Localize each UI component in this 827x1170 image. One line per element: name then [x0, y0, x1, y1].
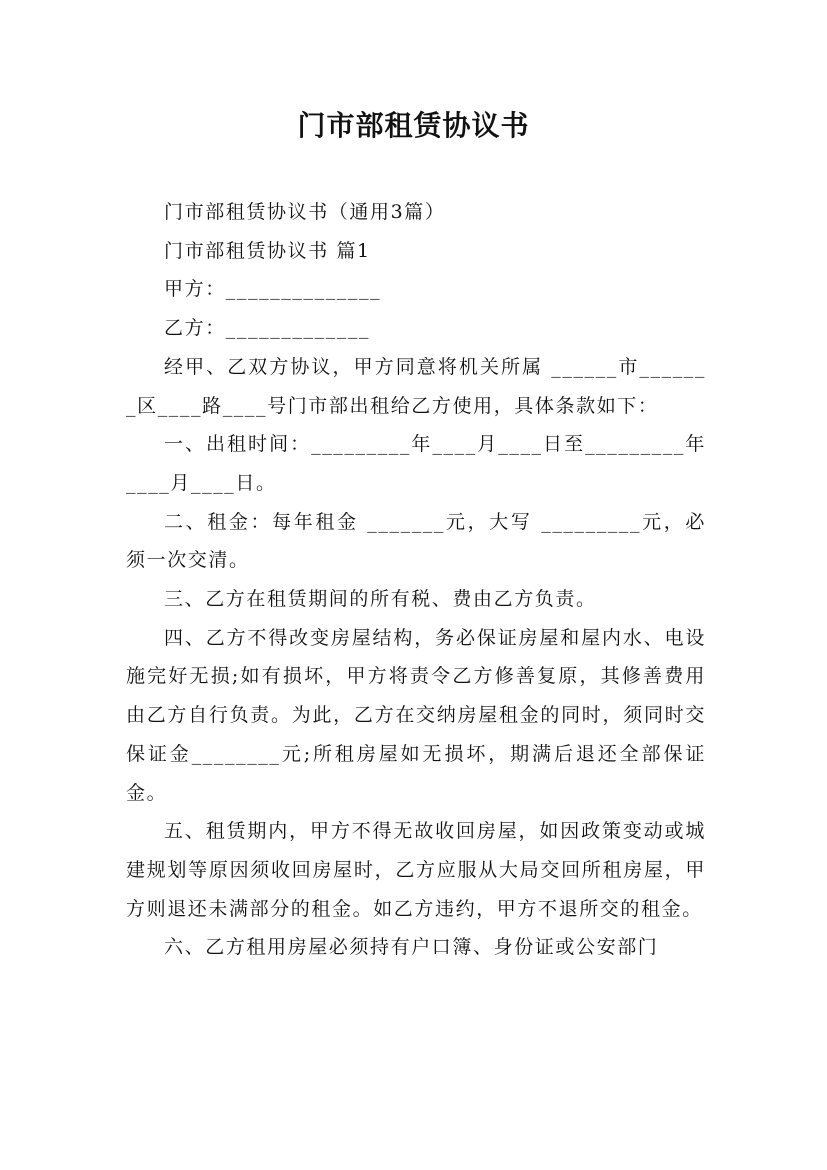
- paragraph-heading: 门市部租赁协议书（通用3篇）: [164, 201, 446, 223]
- paragraph-clause-3: 三、乙方在租赁期间的所有税、费由乙方负责。: [164, 588, 597, 611]
- paragraph-party-a: 甲方：______________: [164, 278, 382, 301]
- paragraph-clause-5: 五、租赁期内，甲方不得无故收回房屋，如因政策变动或城建规划等原因须收回房屋时，乙方应服从大局交回所租房屋，甲方则退还未满部分的租金。如乙方违约，甲方不退所交的租金。: [126, 820, 706, 920]
- paragraph-section-title: 门市部租赁协议书 篇1: [164, 239, 371, 262]
- paragraph-clause-1: 一、出租时间：_________年____月____日至_________年____月____日。: [126, 433, 706, 494]
- paragraph-agreement: 经甲、乙双方协议，甲方同意将机关所属 ______市_______区____路____号门市部出租给乙方使用，具体条款如下：: [126, 355, 706, 417]
- document-body: [126, 193, 706, 967]
- document-title: 门市部租赁协议书: [297, 109, 530, 142]
- paragraph-party-b: 乙方：_____________: [164, 317, 371, 340]
- paragraph-clause-6: 六、乙方租用房屋必须持有户口簿、身份证或公安部门: [164, 936, 659, 959]
- paragraph-clause-4: 四、乙方不得改变房屋结构，务必保证房屋和屋内水、电设施完好无损;如有损坏，甲方将责令乙方修善复原，其修善费用由乙方自行负责。为此，乙方在交纳房屋租金的同时，须同时交保证金________元;所租房屋如无损坏，期满后退还全部保证金。: [126, 626, 706, 804]
- paragraph-clause-2: 二、租金：每年租金 _______元，大写 _________元，必须一次交清。: [126, 510, 706, 572]
